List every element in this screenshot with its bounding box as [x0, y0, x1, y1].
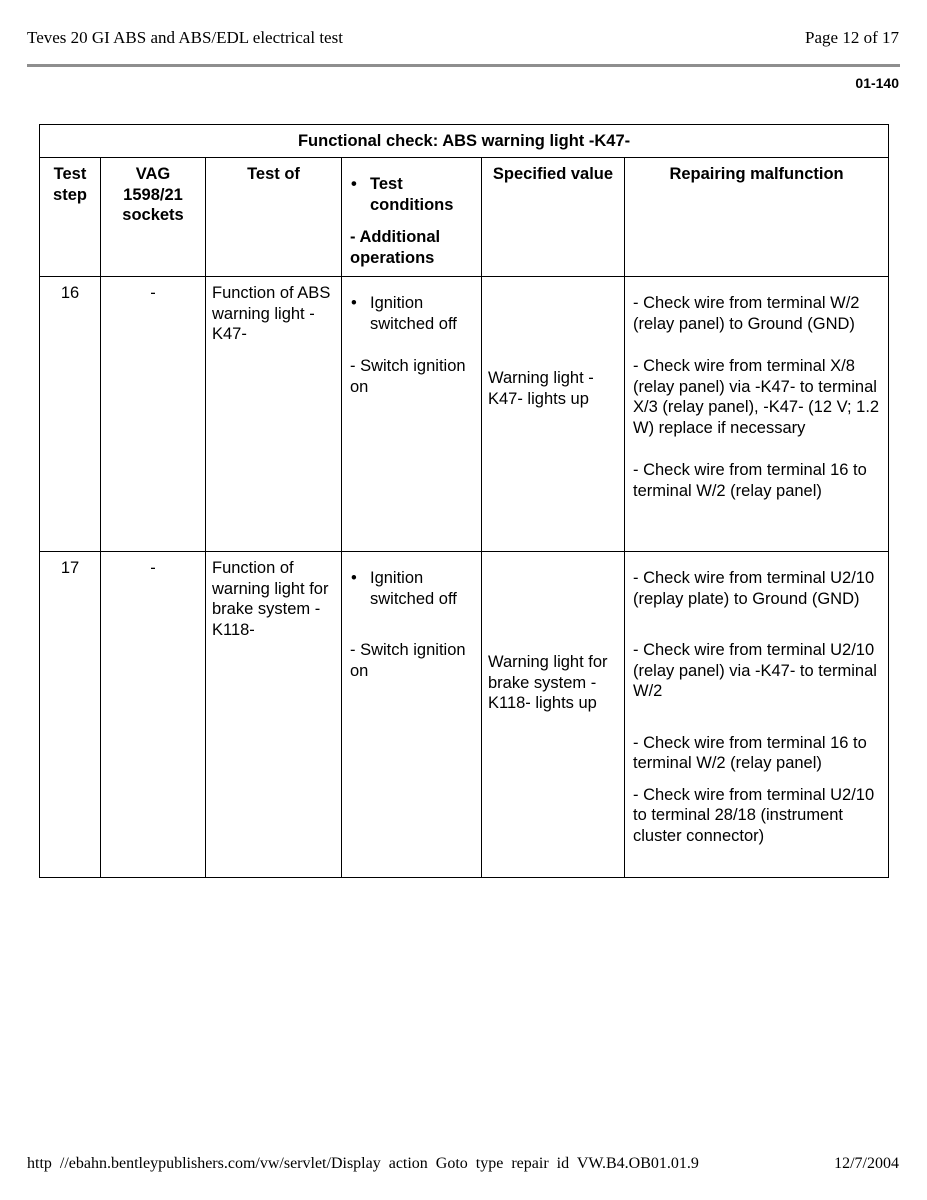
column-header-repairing-malfunction: Repairing malfunction	[625, 158, 889, 277]
repair-step: - Check wire from terminal W/2 (relay panel) to Ground (GND)	[633, 294, 860, 333]
condition-bullet: Ignition switched off	[370, 569, 457, 608]
column-header-vag-sockets: VAG 1598/21 sockets	[101, 158, 206, 277]
page-number: Page 12 of 17	[805, 28, 899, 47]
footer-date: 12/7/2004	[834, 1155, 899, 1172]
test-conditions-cell	[342, 277, 482, 552]
header-divider	[27, 64, 900, 67]
table-caption: Functional check: ABS warning light -K47-	[40, 125, 889, 158]
repair-cell	[625, 277, 889, 552]
test-of-cell: Function of ABS warning light -K47-	[206, 277, 342, 552]
bullet-icon: •	[351, 294, 357, 312]
additional-operations-label: - Additional operations	[350, 228, 441, 267]
test-conditions-cell	[342, 552, 482, 878]
repair-cell	[625, 552, 889, 878]
test-step-cell: 16	[40, 277, 101, 552]
repair-step: - Check wire from terminal 16 to terminal W/2 (relay panel)	[633, 733, 867, 772]
test-step-cell: 17	[40, 552, 101, 878]
specified-value-cell	[482, 277, 625, 552]
footer-url: http //ebahn.bentleypublishers.com/vw/servlet/Display action Goto type repair id VW.B4.OB01.01.9	[27, 1155, 699, 1172]
condition-bullet: Ignition switched off	[370, 294, 457, 333]
repair-step: - Check wire from terminal 16 to terminal W/2 (relay panel)	[633, 461, 867, 500]
condition-operation: - Switch ignition on	[350, 357, 466, 396]
document-title: Teves 20 GI ABS and ABS/EDL electrical test	[27, 28, 343, 47]
bullet-icon: •	[351, 569, 357, 587]
functional-check-table	[39, 124, 889, 878]
table-row	[40, 552, 889, 878]
test-conditions-label: Test conditions	[370, 175, 454, 214]
specified-value: Warning light -K47- lights up	[488, 369, 594, 408]
vag-socket-cell: -	[101, 277, 206, 552]
specified-value-cell	[482, 552, 625, 878]
bullet-icon: •	[351, 175, 357, 193]
repair-step: - Check wire from terminal X/8 (relay panel) via -K47- to terminal X/3 (relay panel), -K47- (12 V; 1.2 W) replace if necessary	[633, 357, 880, 437]
table-row	[40, 277, 889, 552]
specified-value: Warning light for brake system -K118- lights up	[488, 653, 608, 712]
vag-socket-cell: -	[101, 552, 206, 878]
section-code: 01-140	[855, 75, 899, 91]
column-header-test-conditions	[342, 158, 482, 277]
column-header-test-of: Test of	[206, 158, 342, 277]
repair-step: - Check wire from terminal U2/10 (replay plate) to Ground (GND)	[633, 569, 875, 608]
test-of-cell: Function of warning light for brake system -K118-	[206, 552, 342, 878]
column-header-specified-value: Specified value	[482, 158, 625, 277]
column-header-test-step: Test step	[40, 158, 101, 277]
repair-step: - Check wire from terminal U2/10 (relay panel) via -K47- to terminal W/2	[633, 641, 877, 700]
repair-step: - Check wire from terminal U2/10 to terminal 28/18 (instrument cluster connector)	[633, 785, 875, 845]
condition-operation: - Switch ignition on	[350, 641, 466, 680]
